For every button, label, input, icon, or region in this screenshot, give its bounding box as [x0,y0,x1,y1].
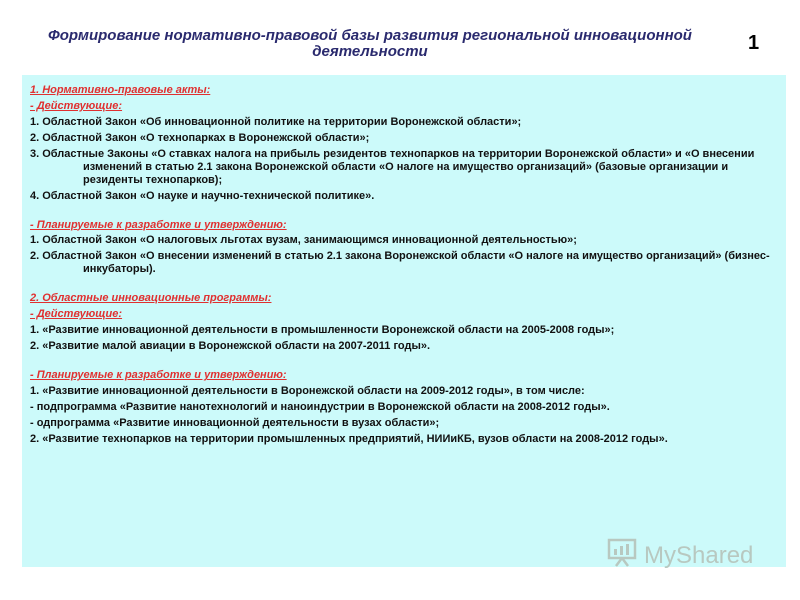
list-item: 1. «Развитие инновационной деятельности в Воронежской области на 2009-2012 годы», в том числе: [30,385,585,398]
section-1-current-label: - Действующие: [30,99,123,112]
list-item: 2. Областной Закон «О технопарках в Воронежской области»; [30,131,370,144]
slide-title: Формирование нормативно-правовой базы развития региональной инновационной деятельности [48,27,692,60]
slide-number: 1 [748,32,760,54]
list-item: 1. Областной Закон «О налоговых льготах вузам, занимающимся инновационной деятельностью»; [30,234,577,247]
list-item: 2. «Развитие малой авиации в Воронежской области на 2007-2011 годы». [30,340,431,353]
section-2-heading: 2. Областные инновационные программы: [30,292,272,305]
section-2-current-label: - Действующие: [30,308,123,321]
section-1-planned-label: - Планируемые к разработке и утверждению: [30,218,287,231]
list-item: 1. «Развитие инновационной деятельности в промышленности Воронежской области на 2005-2008 годы»; [30,324,615,337]
list-item: 1. Областной Закон «Об инновационной политике на территории Воронежской области»; [30,115,522,128]
section-2-planned-label: - Планируемые к разработке и утверждению: [30,369,287,382]
section-1-heading: 1. Нормативно-правовые акты: [30,84,211,96]
presentation-icon [606,537,644,574]
watermark-text: MyShared [644,541,754,569]
list-item: 4. Областной Закон «О науке и научно-технической политике». [30,189,375,202]
content-body [30,84,772,449]
list-item: 3. Областные Законы «О ставках налога на прибыль резидентов технопарков на территории Воронежской области» и «О внесении изменений в статью 2.1 закона Воронежской области «О налоге на имущество организаций» (базовые организации и резиденты технопарков); [30,147,755,186]
list-item: - подпрограмма «Развитие нанотехнологий и наноиндустрии в Воронежской области на 2008-2012 годы». [30,401,610,414]
list-item: 2. «Развитие технопарков на территории промышленных предприятий, НИИиКБ, вузов области на 2008-2012 годы». [30,433,668,446]
watermark [606,537,753,574]
list-item: 2. Областной Закон «О внесении изменений в статью 2.1 закона Воронежской области «О налоге на имущество организаций» (бизнес-инкубаторы). [30,250,770,276]
list-item: - одпрограмма «Развитие инновационной деятельности в вузах области»; [30,417,440,430]
